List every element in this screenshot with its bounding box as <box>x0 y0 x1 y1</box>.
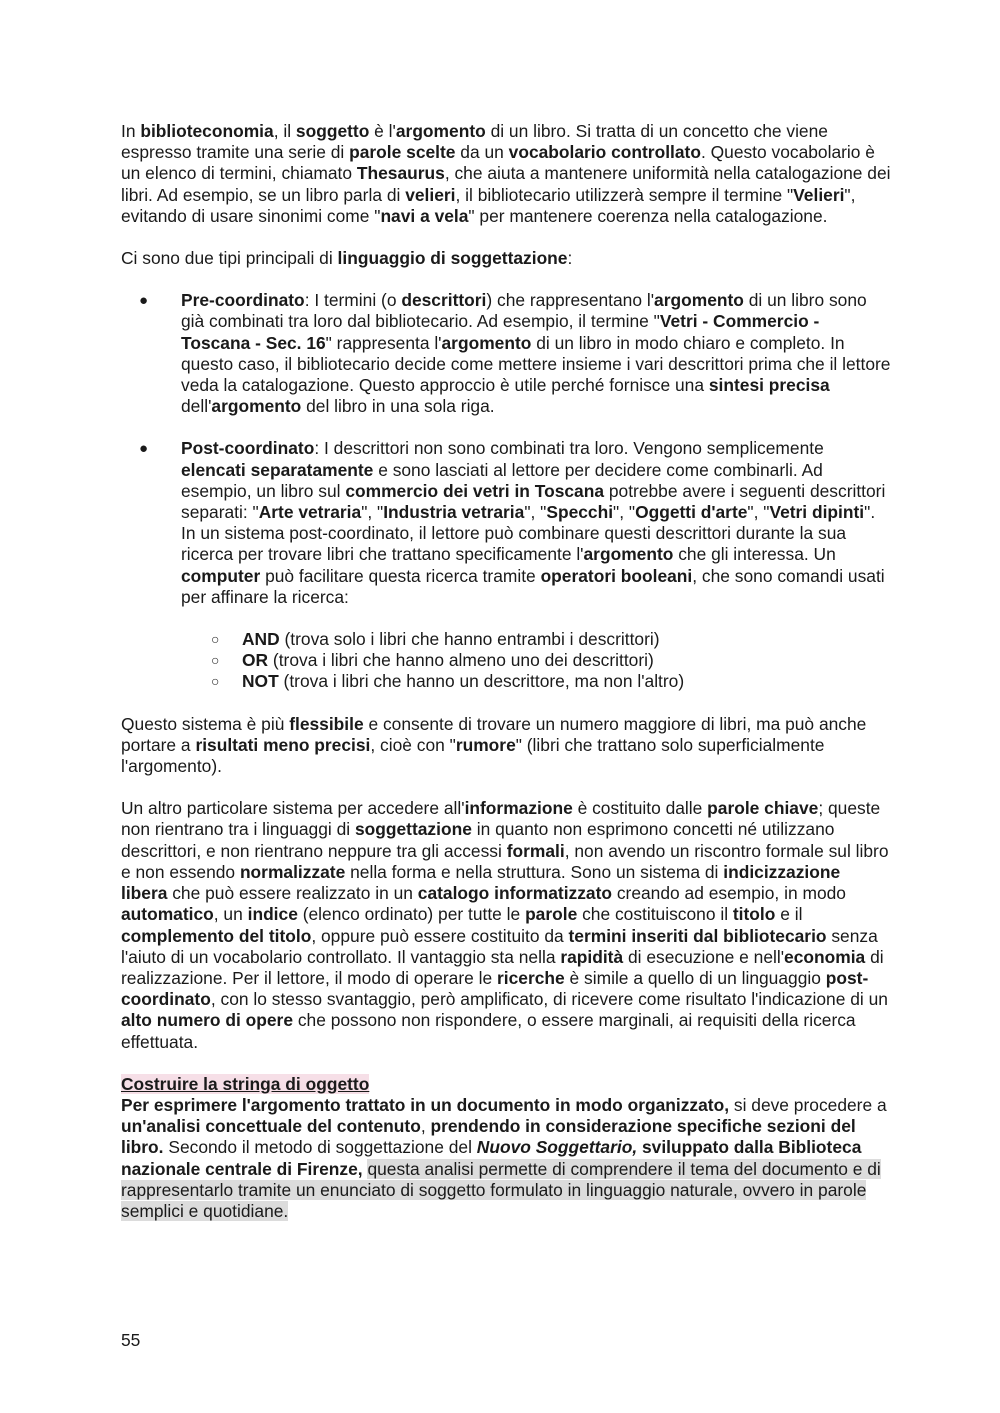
bold-term: rapidità <box>560 946 624 967</box>
bold-term: argomento <box>441 332 532 353</box>
bold-term: prendendo in considerazione specifiche sezioni del libro. <box>121 1116 856 1158</box>
list-item-text: Pre-coordinato: I termini (o descrittori) che rappresentano l'argomento di un libro sono già combinati tra loro dal bibliotecario. Ad esempio, il termine "Vetri - Commercio - Toscana - Sec. 16" rappresenta l'argomento di un libro in modo chiaro e completo. In questo caso, il bibliotecario decide come mettere insieme i vari descrittori prima che il lettore veda la catalogazione. Questo approccio è utile perché fornisce una sintesi precisa dell'argomento del libro in una sola riga. <box>181 290 891 417</box>
bold-term: soggetto <box>295 121 370 141</box>
bold-term: post-coordinato <box>121 967 869 1010</box>
bold-term: Velieri <box>793 184 845 205</box>
bold-term: parole chiave <box>707 798 819 819</box>
sub-bullet-marker: ○ <box>211 631 220 648</box>
bold-term: normalizzate <box>239 861 346 882</box>
section-heading: Costruire la stringa di oggetto <box>121 1073 370 1094</box>
bold-term: formali <box>506 840 565 861</box>
bold-term: Vetri dipinti <box>769 502 865 523</box>
bold-term: Industria vetraria <box>383 502 525 523</box>
list-item-text: Post-coordinato: I descrittori non sono combinati tra loro. Vengono semplicemente elencati separatamente e sono lasciati al lettore per decidere come combinarli. Ad esempio, un libro sul commercio dei vetri in Toscana potrebbe avere i seguenti descrittori separati: "Arte vetraria", "Industria vetraria", "Specchi", "Oggetti d'arte", "Vetri dipinti". In un sistema post-coordinato, il lettore può combinare questi descrittori durante la sua ricerca per trovare libri che trattano specificamente l'argomento che gli interessa. Un computer può facilitare questa ricerca tramite operatori booleani, che sono comandi usati per affinare la ricerca: <box>181 438 886 607</box>
bold-term: Vetri - Commercio - Toscana - Sec. 16 <box>181 311 820 353</box>
bold-term: sintesi precisa <box>708 375 830 396</box>
bold-italic-term: Nuovo Soggettario, <box>476 1137 638 1158</box>
list-item-or <box>181 650 891 671</box>
bold-term: AND <box>242 629 280 650</box>
bold-term: flessibile <box>289 713 364 734</box>
page-body <box>121 121 891 1222</box>
bold-term: Pre-coordinato <box>181 290 305 311</box>
list-item-text: NOT (trova i libri che hanno un descrittore, ma non l'altro) <box>242 671 685 692</box>
bold-term: risultati meno precisi <box>195 734 371 755</box>
bold-term: argomento <box>583 544 674 565</box>
bold-term: linguaggio di soggettazione <box>337 248 568 269</box>
bold-term: catalogo informatizzato <box>417 883 613 904</box>
bold-term: parole <box>525 904 578 925</box>
bold-term: Per esprimere l'argomento trattato in un documento in modo organizzato, <box>121 1094 730 1115</box>
paragraph-flessibile: Questo sistema è più flessibile e consente di trovare un numero maggiore di libri, ma può anche portare a risultati meno precisi, cioè con "rumore" (libri che trattano solo superficialmente l'argomento). <box>121 713 867 777</box>
list-item-post-coordinato <box>121 438 891 692</box>
bold-term: NOT <box>242 671 279 692</box>
paragraph-soggetto-definition: In biblioteconomia, il soggetto è l'argomento di un libro. Si tratta di un concetto che viene espresso tramite una serie di parole scelte da un vocabolario controllato. Questo vocabolario è un elenco di termini, chiamato Thesaurus, che aiuta a mantenere uniformità nella catalogazione dei libri. Ad esempio, se un libro parla di velieri, il bibliotecario utilizzerà sempre il termine "Velieri", evitando di usare sinonimi come "navi a vela" per mantenere coerenza nella catalogazione. <box>121 121 891 226</box>
bullet-marker: ● <box>139 440 149 458</box>
bold-term: OR <box>242 650 269 671</box>
bold-term: descrittori <box>401 290 487 311</box>
bold-term: Specchi <box>546 502 614 523</box>
bold-term: parole scelte <box>349 142 456 163</box>
bold-term: Oggetti d'arte <box>635 502 748 523</box>
bold-term: Post-coordinato <box>181 438 315 459</box>
list-item-text: OR (trova i libri che hanno almeno uno dei descrittori) <box>242 650 654 671</box>
bold-term: un'analisi concettuale del contenuto <box>121 1116 421 1137</box>
bold-term: Arte vetraria <box>258 502 362 523</box>
bold-term: Thesaurus <box>356 163 445 184</box>
bold-term: indice <box>247 904 298 925</box>
bold-term: automatico <box>121 904 214 925</box>
bold-term: sviluppato dalla Biblioteca nazionale centrale di Firenze, <box>121 1137 862 1179</box>
bullet-marker: ● <box>139 292 149 310</box>
bold-term: biblioteconomia <box>140 121 274 141</box>
sub-bullet-marker: ○ <box>211 673 220 690</box>
bold-term: argomento <box>395 121 486 141</box>
highlighted-text: questa analisi permette di comprendere il tema del documento e di rappresentarlo tramite un enunciato di soggetto formulato in linguaggio naturale, ovvero in parole semplici e quotidiane. <box>121 1158 881 1221</box>
bold-term: navi a vela <box>380 205 469 226</box>
sub-bullet-marker: ○ <box>211 652 220 669</box>
bold-term: commercio dei vetri in Toscana <box>345 480 605 501</box>
paragraph-parole-chiave: Un altro particolare sistema per accedere all'informazione è costituito dalle parole chiave; queste non rientrano tra i linguaggi di soggettazione in quanto non esprimono concetti né utilizzano descrittori, e non rientrano neppure tra gli accessi formali, non avendo un riscontro formale sul libro e non essendo normalizzate nella forma e nella struttura. Sono un sistema di indicizzazione libera che può essere realizzato in un catalogo informatizzato creando ad esempio, in modo automatico, un indice (elenco ordinato) per tutte le parole che costituiscono il titolo e il complemento del titolo, oppure può essere costituito da termini inseriti dal bibliotecario senza l'aiuto di un vocabolario controllato. Il vantaggio sta nella rapidità di esecuzione e nell'economia di realizzazione. Per il lettore, il modo di operare le ricerche è simile a quello di un linguaggio post-coordinato, con lo stesso svantaggio, però amplificato, di ricevere come risultato l'indicazione di un alto numero di opere che possono non rispondere, o essere marginali, ai requisiti della ricerca effettuata. <box>121 798 889 1052</box>
bold-term: economia <box>784 946 866 967</box>
bold-term: informazione <box>464 798 573 819</box>
list-item-and <box>181 629 891 650</box>
list-item-not <box>181 671 891 692</box>
page-number: 55 <box>121 1330 141 1350</box>
boolean-operators-list <box>181 629 891 693</box>
list-item-text: AND (trova solo i libri che hanno entrambi i descrittori) <box>242 629 660 650</box>
bold-term: argomento <box>211 396 302 417</box>
bold-term: argomento <box>654 290 744 311</box>
paragraph-stringa-soggetto: Per esprimere l'argomento trattato in un documento in modo organizzato, si deve procedere a un'analisi concettuale del contenuto, prendendo in considerazione specifiche sezioni del libro. Secondo il metodo di soggettazione del Nuovo Soggettario, sviluppato dalla Biblioteca nazionale centrale di Firenze, questa analisi permette di comprendere il tema del documento e di rappresentarlo tramite un enunciato di soggetto formulato in linguaggio naturale, ovvero in parole semplici e quotidiane. <box>121 1094 887 1221</box>
bold-term: elencati separatamente <box>181 459 374 480</box>
bold-term: titolo <box>732 904 776 925</box>
bold-term: complemento del titolo <box>121 925 312 946</box>
bold-term: velieri <box>405 184 456 205</box>
bold-term: ricerche <box>497 967 565 988</box>
bold-term: rumore <box>455 734 516 755</box>
bold-term: vocabolario controllato <box>508 142 701 163</box>
bold-term: indicizzazione libera <box>121 861 841 904</box>
bold-term: alto numero di opere <box>121 1010 293 1031</box>
section-heading-wrapper <box>121 1074 891 1095</box>
bold-term: soggettazione <box>354 819 472 840</box>
bullet-list <box>121 290 891 692</box>
list-item-pre-coordinato <box>121 290 891 417</box>
bold-term: operatori booleani <box>540 565 693 586</box>
paragraph-types-intro: Ci sono due tipi principali di linguaggio di soggettazione: <box>121 248 573 269</box>
bold-term: termini inseriti dal bibliotecario <box>568 925 827 946</box>
bold-term: computer <box>181 565 261 586</box>
